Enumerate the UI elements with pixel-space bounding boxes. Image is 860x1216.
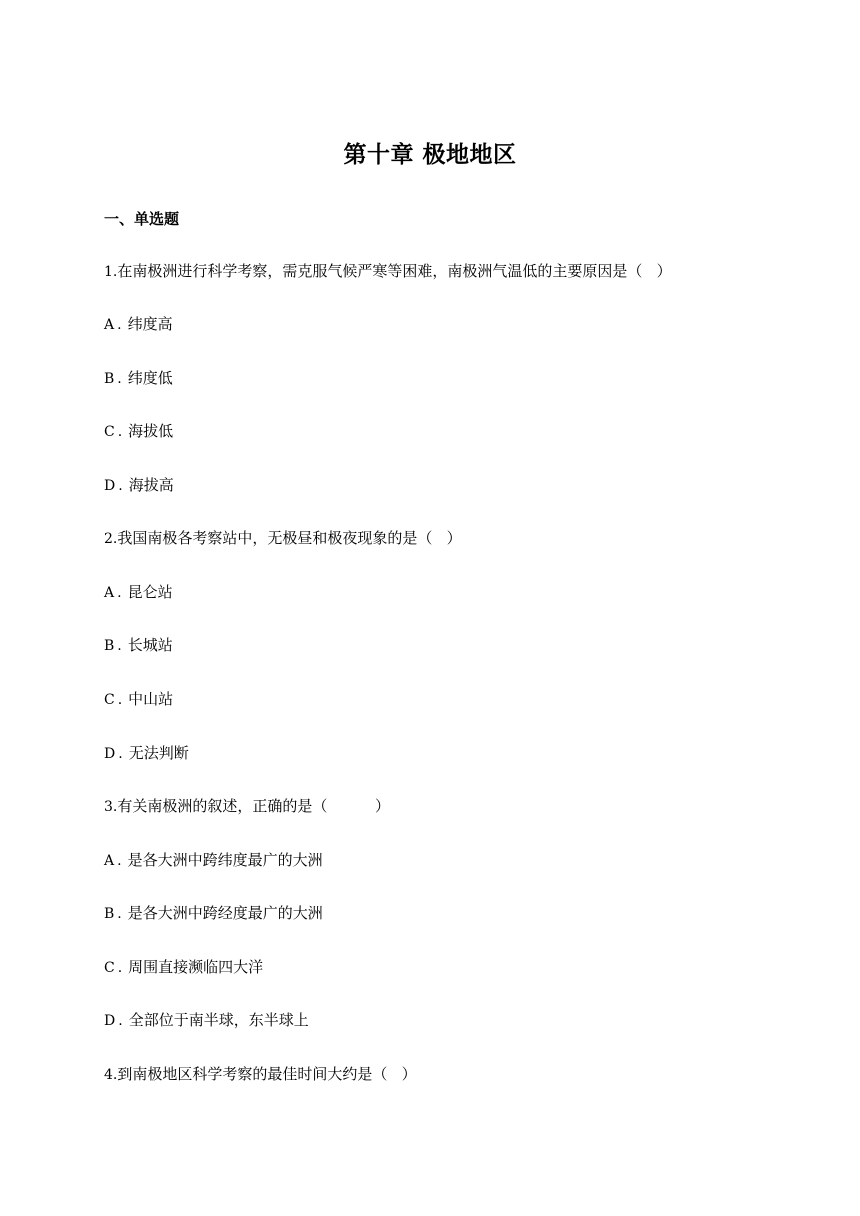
option-text: 昆仑站: [127, 583, 173, 601]
option-letter: D: [104, 746, 116, 762]
question-1-option-d: D . 海拔高: [104, 476, 174, 494]
question-2-option-a: A . 昆仑站: [104, 583, 173, 601]
option-text: 长城站: [127, 636, 173, 654]
option-text: 海拔低: [128, 422, 174, 440]
option-letter: B: [104, 906, 115, 922]
question-text: 有关南极洲的叙述，正确的是（ ）: [117, 797, 391, 815]
question-text: 在南极洲进行科学考察，需克服气候严寒等困难，南极洲气温低的主要原因是（ ）: [117, 262, 672, 280]
question-1-option-a: A . 纬度高: [104, 315, 173, 333]
option-text: 无法判断: [128, 744, 189, 762]
section-heading: 一、单选题: [104, 210, 180, 228]
question-text: 我国南极各考察站中，无极昼和极夜现象的是（ ）: [117, 529, 462, 547]
question-1: [104, 261, 672, 282]
question-4: [104, 1064, 417, 1085]
question-number: 4.: [104, 1067, 118, 1083]
option-letter: A: [104, 853, 115, 869]
question-number: 3.: [104, 799, 118, 815]
option-text: 周围直接濒临四大洋: [128, 958, 264, 976]
option-text: 纬度低: [127, 369, 173, 387]
option-text: 纬度高: [127, 315, 173, 333]
option-text: 全部位于南半球，东半球上: [128, 1011, 309, 1029]
question-text: 到南极地区科学考察的最佳时间大约是（ ）: [117, 1065, 417, 1083]
option-text: 中山站: [128, 690, 174, 708]
option-text: 海拔高: [128, 476, 174, 494]
option-letter: C: [104, 424, 115, 440]
option-letter: A: [104, 585, 115, 601]
question-3-option-c: C . 周围直接濒临四大洋: [104, 958, 264, 976]
question-2-option-c: C . 中山站: [104, 690, 174, 708]
option-letter: C: [104, 960, 115, 976]
option-letter: C: [104, 692, 115, 708]
question-2-option-b: B . 长城站: [104, 636, 173, 654]
page-title: 第十章 极地地区: [343, 142, 517, 168]
question-2-option-d: D . 无法判断: [104, 744, 189, 762]
question-number: 1.: [104, 264, 118, 280]
question-2: [104, 528, 462, 549]
option-letter: D: [104, 478, 116, 494]
option-letter: D: [104, 1013, 116, 1029]
question-1-option-b: B . 纬度低: [104, 369, 173, 387]
option-text: 是各大洲中跨经度最广的大洲: [127, 904, 323, 922]
option-text: 是各大洲中跨纬度最广的大洲: [127, 851, 323, 869]
question-3-option-d: D . 全部位于南半球，东半球上: [104, 1011, 309, 1029]
question-3-option-b: B . 是各大洲中跨经度最广的大洲: [104, 904, 323, 922]
question-1-option-c: C . 海拔低: [104, 422, 174, 440]
option-letter: B: [104, 638, 115, 654]
question-3: [104, 796, 390, 817]
question-3-option-a: A . 是各大洲中跨纬度最广的大洲: [104, 851, 323, 869]
option-letter: A: [104, 317, 115, 333]
question-number: 2.: [104, 531, 118, 547]
option-letter: B: [104, 371, 115, 387]
